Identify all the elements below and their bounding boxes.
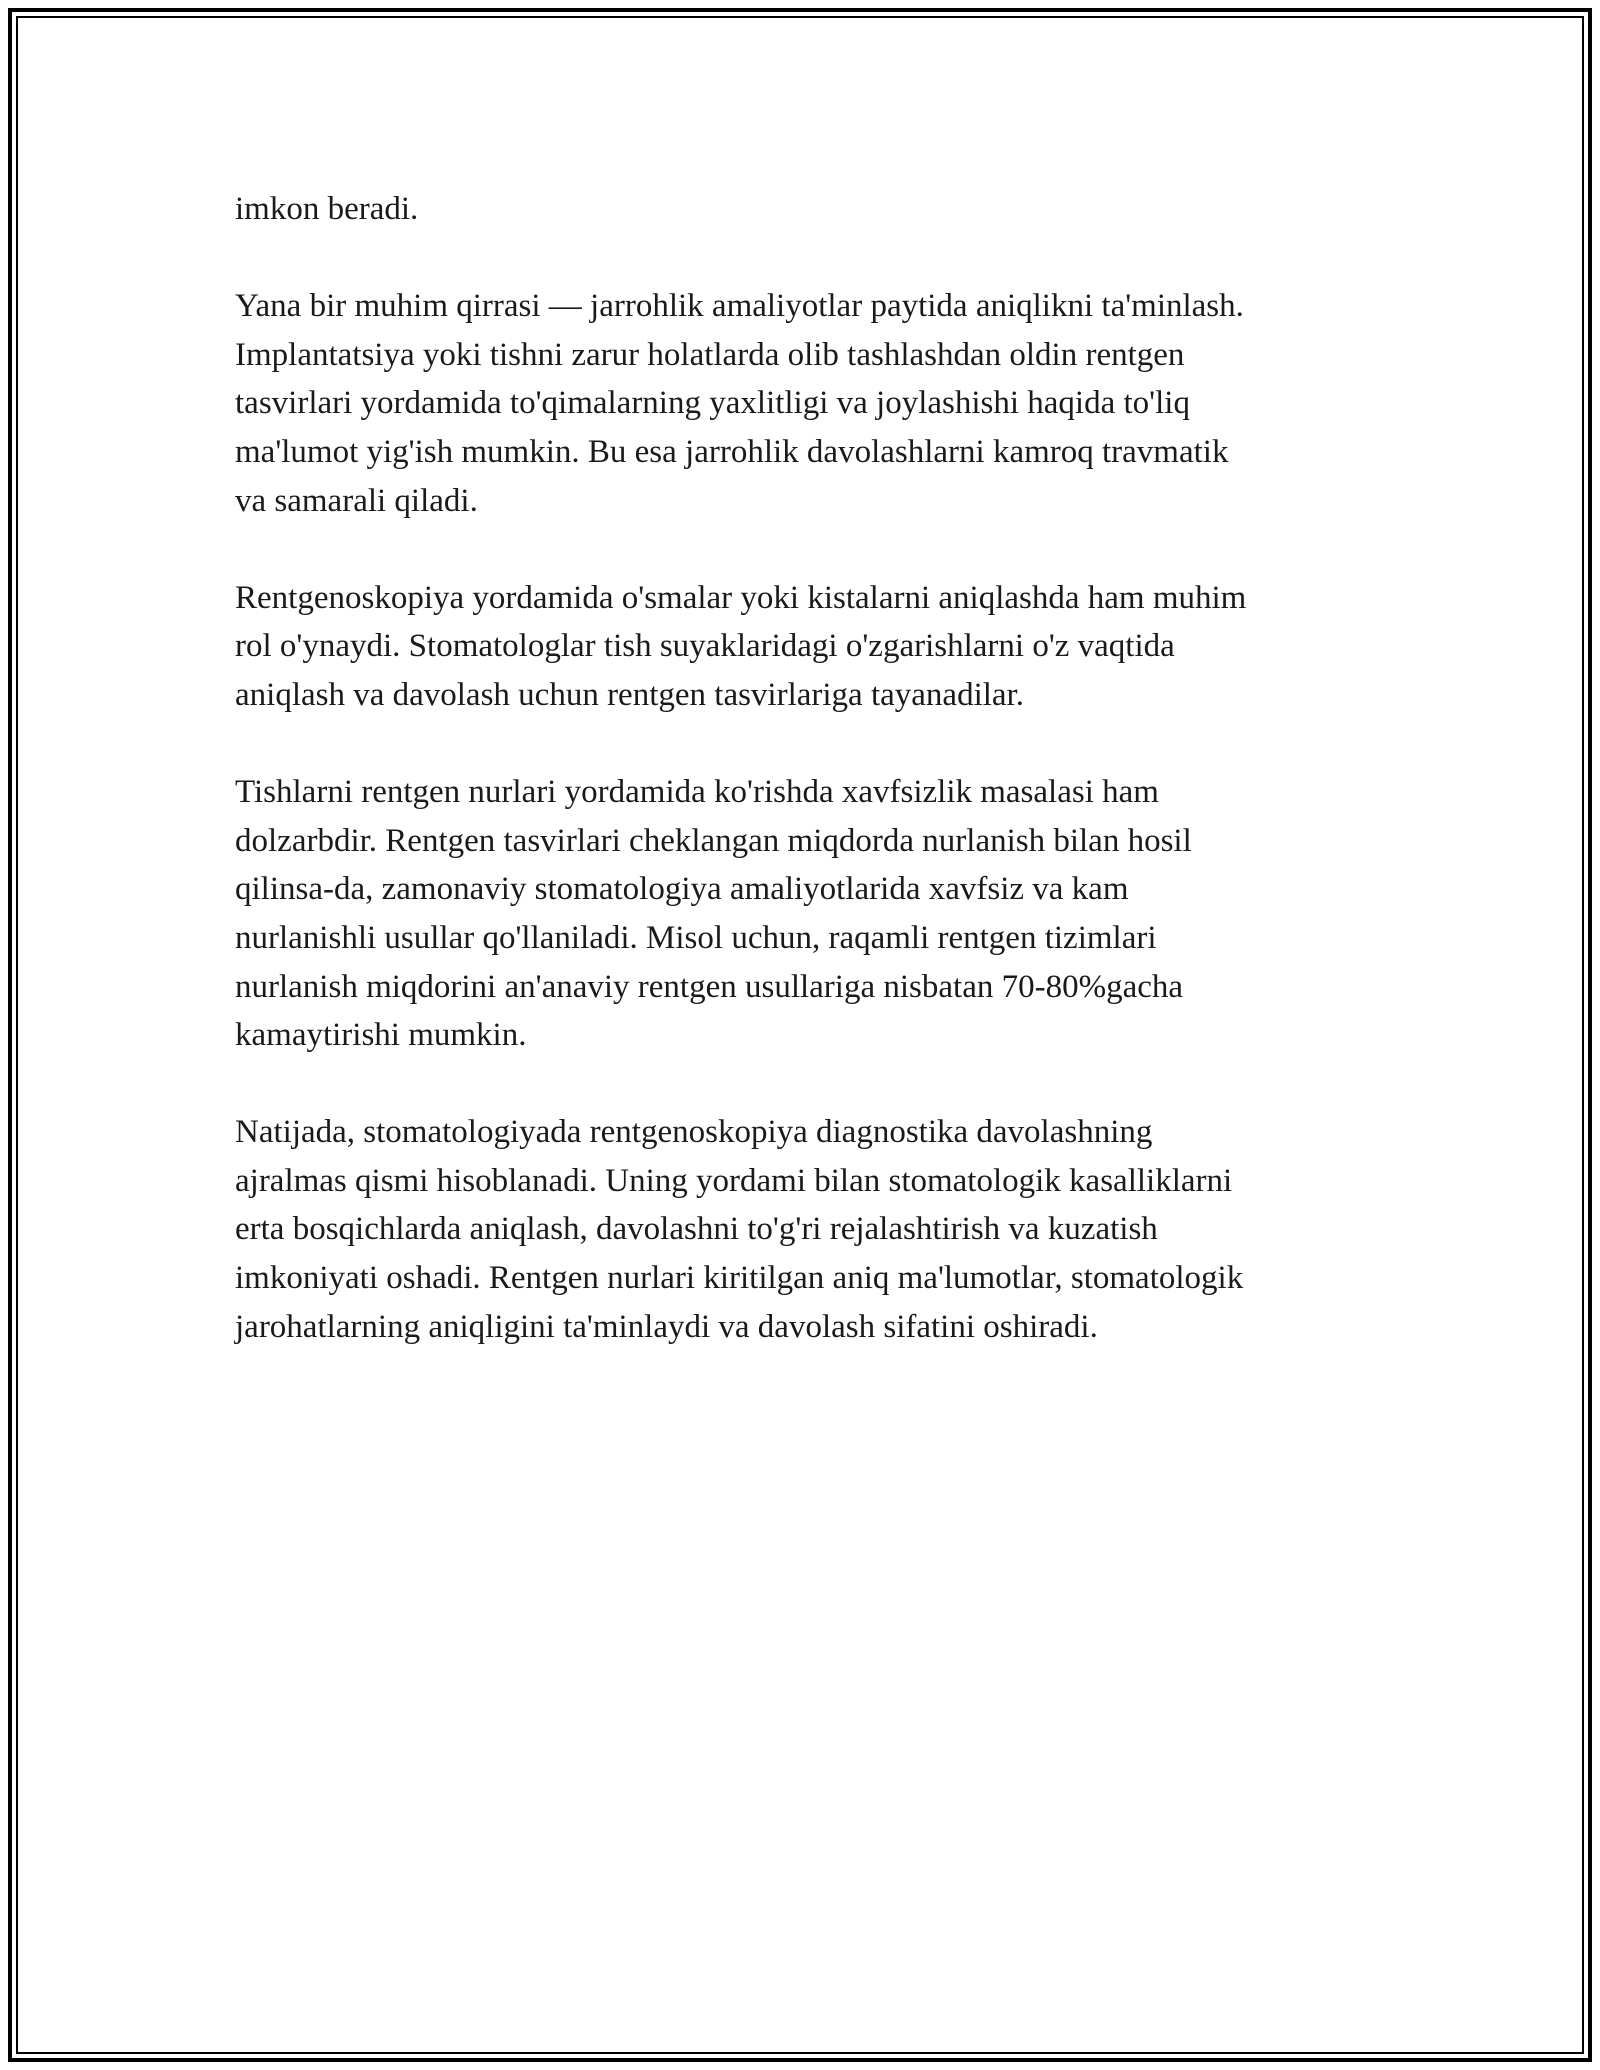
document-body bbox=[235, 185, 1385, 1400]
paragraph-continuation: imkon beradi. bbox=[235, 191, 419, 227]
paragraph-conclusion: Natijada, stomatologiyada rentgenoskopiya diagnostika davolashning ajralmas qismi hisoblanadi. Uning yordami bilan stomatologik kasalliklarni erta bosqichlarda aniqlash, davolashni to'g'ri rejalashtirish va kuzatish imkoniyati oshadi. Rentgen nurlari kiritilgan aniq ma'lumotlar, stomatologik jarohatlarning aniqligini ta'minlaydi va davolash sifatini oshiradi. bbox=[235, 1114, 1244, 1345]
paragraph-surgical-precision: Yana bir muhim qirrasi — jarrohlik amaliyotlar paytida aniqlikni ta'minlash. Implantatsiya yoki tishni zarur holatlarda olib tashlashdan oldin rentgen tasvirlari yordamida to'qimalarning yaxlitligi va joylashishi haqida to'liq ma'lumot yig'ish mumkin. Bu esa jarrohlik davolashlarni kamroq travmatik va samarali qiladi. bbox=[235, 288, 1244, 519]
paragraph-radiation-safety: Tishlarni rentgen nurlari yordamida ko'rishda xavfsizlik masalasi ham dolzarbdir. Rentgen tasvirlari cheklangan miqdorda nurlanish bilan hosil qilinsa-da, zamonaviy stomatologiya amaliyotlarida xavfsiz va kam nurlanishli usullar qo'llaniladi. Misol uchun, raqamli rentgen tizimlari nurlanish miqdorini an'anaviy rentgen usullariga nisbatan 70-80%gacha kamaytirishi mumkin. bbox=[235, 774, 1192, 1054]
paragraph-tumors-cysts: Rentgenoskopiya yordamida o'smalar yoki kistalarni aniqlashda ham muhim rol o'ynaydi. Stomatologlar tish suyaklaridagi o'zgarishlarni o'z vaqtida aniqlash va davolash uchun rentgen tasvirlariga tayanadilar. bbox=[235, 579, 1247, 713]
